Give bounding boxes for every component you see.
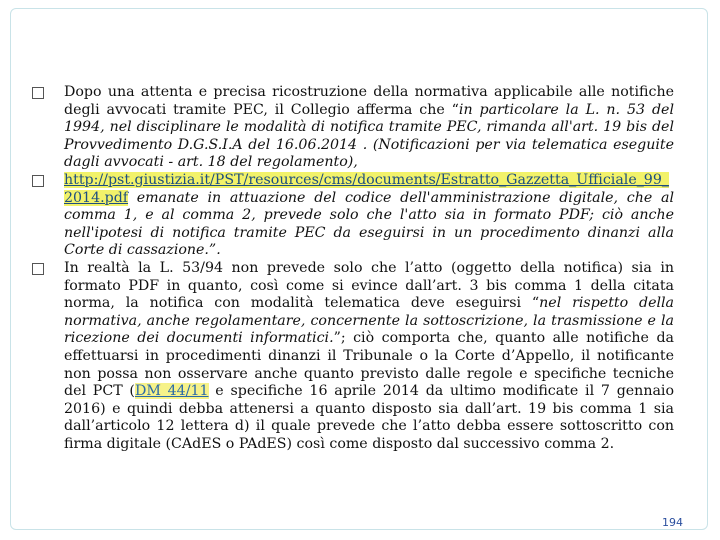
gazzetta-link[interactable]: http://pst.giustizia.it/PST/resources/cms/documents/Estratto_Gazzetta_Ufficiale_99_2014.pdf bbox=[64, 171, 669, 206]
slide-body bbox=[30, 84, 674, 453]
bullet-item-2 bbox=[30, 172, 674, 260]
bullet-2-text: emanate in attuazione del codice dell'amministrazione digitale, che al comma 1, e al comma 2, prevede solo che l'atto sia in formato PDF; ciò anche nell'ipotesi di notifica tramite PEC da eseguirsi in un procedimento dinanzi alla Corte di cassazione.”. bbox=[64, 189, 674, 259]
bullet-3-text-b: ”; ciò comporta che, quanto alle notifiche da effettuarsi in procedimenti dinanzi il Tribunale o la Corte d’Appello, il notificante non possa non osservare anche quanto previsto dalle regole e specifiche tecniche del PCT ( bbox=[64, 330, 674, 400]
bullet-item-1 bbox=[30, 84, 674, 172]
checkbox-bullet-icon bbox=[32, 175, 44, 187]
bullet-1-text: Dopo una attenta e precisa ricostruzione della normativa applicabile alle notifiche degli avvocati tramite PEC, il Collegio afferma che “ bbox=[64, 84, 674, 118]
checkbox-bullet-icon bbox=[32, 87, 44, 99]
bullet-3-text-a: In realtà la L. 53/94 non prevede solo che l’atto (oggetto della notifica) sia in formato PDF in quanto, così come si evince dall’art. 3 bis comma 1 della citata norma, la notifica con modalità telematica deve eseguirsi “ bbox=[64, 259, 674, 312]
dm-44-11-link[interactable]: DM 44/11 bbox=[134, 383, 209, 400]
bullet-item-3 bbox=[30, 260, 674, 454]
bullet-3-text-c: e specifiche 16 aprile 2014 da ultimo modificate il 7 gennaio 2016) e quindi debba attenersi a quanto disposto sia dall’art. 19 bis comma 1 sia dall’articolo 12 lettera d) il quale prevede che l’atto debba essere sottoscritto con firma digitale (CAdES o PAdES) così come disposto dal successivo comma 2. bbox=[64, 383, 674, 452]
bullet-1-quote: in particolare la L. n. 53 del 1994, nel disciplinare le modalità di notifica tramite PEC, rimanda all'art. 19 bis del Provvedimento D.G.S.I.A del 16.06.2014 . (Notificazioni per via telematica eseguite dagli avvocati - art. 18 del regolamento), bbox=[64, 101, 674, 171]
checkbox-bullet-icon bbox=[32, 263, 44, 275]
bullet-3-quote: nel rispetto della normativa, anche regolamentare, concernente la sottoscrizione, la trasmissione e la ricezione dei documenti informatici. bbox=[64, 295, 675, 347]
page-number: 194 bbox=[662, 516, 683, 529]
